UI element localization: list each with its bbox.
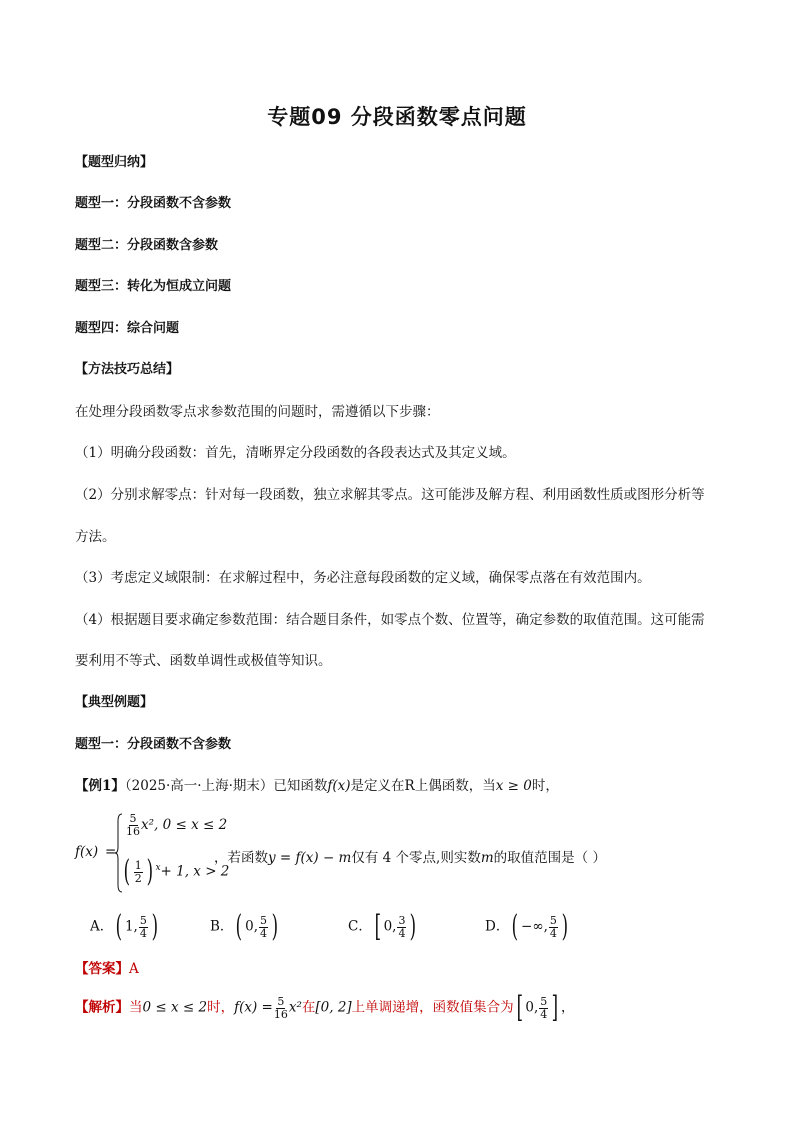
- piece-2: ( $\frac{1}{2}$ ) $^x$+ 1, x > 2: [123, 854, 230, 889]
- types-heading: 【题型归纳】: [75, 155, 154, 170]
- type-item-1: 题型一：分段函数不含参数: [75, 196, 232, 211]
- example1-cond: x ≥ 0: [495, 778, 532, 794]
- piece2-fraction: $\frac{1}{2}$: [134, 858, 142, 885]
- type-item-3: 题型三：转化为恒成立问题: [75, 279, 232, 294]
- page-title: 专题09 分段函数零点问题: [267, 105, 527, 129]
- type-item-2: 题型二：分段函数含参数: [75, 238, 219, 253]
- option-c[interactable]: C．[ 0, $\frac{3}{4}$ ): [348, 909, 417, 944]
- option-a[interactable]: A．( 1, $\frac{5}{4}$ ): [90, 909, 158, 944]
- example1-label: 【例1】: [75, 778, 125, 794]
- analysis-label: 【解析】: [75, 999, 129, 1016]
- example-type-label: 题型一：分段函数不含参数: [75, 737, 232, 752]
- step-4: （4）根据题目要求确定参数范围：结合题目条件，如零点个数、位置等，确定参数的取值范围。这可能需: [75, 612, 705, 628]
- piecewise-equals: =: [105, 844, 117, 860]
- type-item-4: 题型四：综合问题: [75, 321, 180, 336]
- piece-1: $\frac{5}{16}$ x², 0 ≤ x ≤ 2: [126, 812, 228, 838]
- step-1: （1）明确分段函数：首先，清晰界定分段函数的各段表达式及其定义域。: [75, 445, 516, 461]
- option-b[interactable]: B．( 0, $\frac{5}{4}$ ): [210, 909, 279, 944]
- method-heading: 【方法技巧总结】: [75, 362, 180, 377]
- answer-value: A: [129, 961, 139, 977]
- step-4-cont: 要利用不等式、函数单调性或极值等知识。: [75, 653, 332, 669]
- piecewise-fx-label: f(x): [75, 844, 99, 860]
- example1-text-b: 是定义在R上偶函数，当: [350, 778, 496, 794]
- step-2-cont: 方法。: [75, 529, 116, 545]
- piece1-fraction: $\frac{5}{16}$: [126, 812, 140, 838]
- example-heading: 【典型例题】: [75, 695, 154, 710]
- answer-label: 【答案】: [75, 961, 129, 977]
- example1-stem: [75, 774, 559, 794]
- step-3: （3）考虑定义域限制：在求解过程中，务必注意每段函数的定义域，确保零点落在有效范围内。: [75, 570, 651, 586]
- answer-line: [75, 957, 139, 977]
- step-2: （2）分别求解零点：针对每一段函数，独立求解其零点。这可能涉及解方程、利用函数性质或图形分析等: [75, 487, 705, 503]
- example1-text-a: 已知函数: [273, 778, 328, 794]
- analysis-line: 【解析】当0 ≤ x ≤ 2时，f(x) = $\frac{5}{16}$ x²在[0, 2]上单调递增，函数值集合为[ 0, $\frac{5}{4}$ ] ，: [75, 990, 575, 1025]
- example1-source: （2025·高一·上海·期末）: [124, 778, 274, 794]
- option-d[interactable]: D．( −∞, $\frac{5}{4}$ ): [485, 909, 568, 944]
- example1-text-c: 时，: [531, 778, 559, 794]
- method-intro: 在处理分段函数零点求参数范围的问题时，需遵循以下步骤：: [75, 404, 440, 420]
- example1-fx: f(x): [327, 778, 351, 794]
- example1-question: ，若函数y = f(x) − m仅有 4 个零点,则实数m的取值范围是（ ）: [214, 850, 606, 866]
